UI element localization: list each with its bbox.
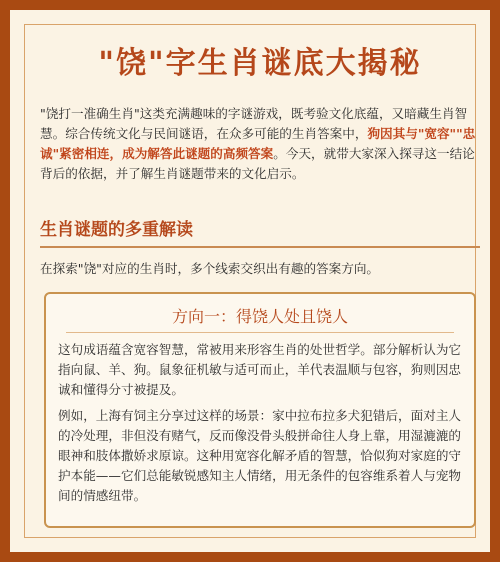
card-title: 方向一：得饶人处且饶人 [171,307,348,326]
intro-highlight: 狗因其与"宽容""忠诚"紧密相连，成为解答此谜题的高频答案 [40,126,476,161]
section-description: 在探索"饶"对应的生肖时，多个线索交织出有趣的答案方向。 [40,261,380,276]
card-divider [66,332,454,333]
direction-card [44,292,476,528]
section-divider [40,246,480,248]
section-title: 生肖谜题的多重解读 [40,220,193,240]
page-title: "饶"字生肖谜底大揭秘 [98,46,422,81]
intro-paragraph [40,104,482,184]
intro-text-after: 。今天，就带大家深入探寻这一结论背后的依据，并了解生肖谜题带来的文化启示。 [40,146,475,181]
card-paragraph-2: 例如，上海有饲主分享过这样的场景：家中拉布拉多犬犯错后，面对主人的冷处理，非但没有赌气，反而像没骨头般拼命往人身上靠，用湿漉漉的眼神和肢体撒娇求原谅。这种用宽容化解矛盾的智慧，恰似狗对家庭的守护本能——它们总能敏锐感知主人情绪，用无条件的包容维系着人与宠物间的情感纽带。 [58,408,461,503]
card-paragraph-1: 这句成语蕴含宽容智慧，常被用来形容生肖的处世哲学。部分解析认为它指向鼠、羊、狗。鼠象征机敏与适可而止，羊代表温顺与包容，狗则因忠诚和懂得分寸被提及。 [58,342,461,397]
intro-text-before: "饶打一准确生肖"这类充满趣味的字谜游戏，既考验文化底蕴，又暗藏生肖智慧。综合传统文化与民间谜语，在众多可能的生肖答案中， [40,106,468,141]
